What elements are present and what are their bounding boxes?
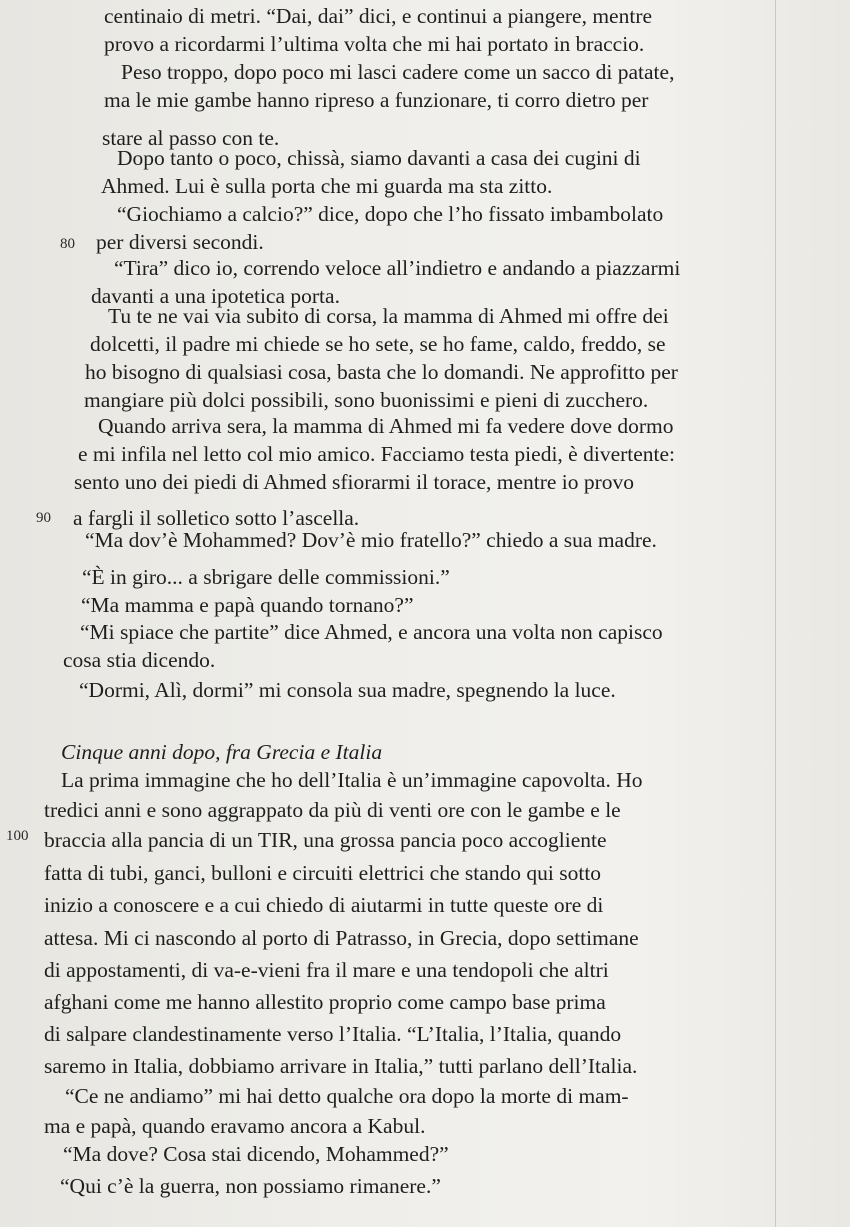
text-line: afghani come me hanno allestito proprio come campo base prima: [44, 990, 606, 1014]
text-line: e mi infila nel letto col mio amico. Facciamo testa piedi, è divertente:: [78, 442, 676, 466]
text-line: ma e papà, quando eravamo ancora a Kabul.: [44, 1114, 426, 1138]
text-line: inizio a conoscere e a cui chiedo di aiutarmi in tutte queste ore di: [44, 893, 604, 917]
text-line: sento uno dei piedi di Ahmed sfiorarmi il torace, mentre io provo: [74, 470, 635, 494]
text-line: “Dormi, Alì, dormi” mi consola sua madre, spegnendo la luce.: [79, 678, 616, 702]
text-line: Peso troppo, dopo poco mi lasci cadere come un sacco di patate,: [121, 60, 675, 84]
text-line: davanti a una ipotetica porta.: [91, 284, 340, 308]
text-line: Ahmed. Lui è sulla porta che mi guarda ma sta zitto.: [101, 174, 553, 198]
text-line: ho bisogno di qualsiasi cosa, basta che lo domandi. Ne approfitto per: [85, 360, 678, 384]
line-number: 100: [6, 828, 29, 844]
text-line: Tu te ne vai via subito di corsa, la mamma di Ahmed mi offre dei: [108, 304, 669, 328]
text-line: stare al passo con te.: [102, 126, 280, 150]
text-line: “Giochiamo a calcio?” dice, dopo che l’ho fissato imbambolato: [117, 202, 664, 226]
text-line: braccia alla pancia di un TIR, una grossa pancia poco accogliente: [44, 828, 607, 852]
line-number: 90: [36, 510, 51, 526]
text-line: a fargli il solletico sotto l’ascella.: [73, 506, 360, 530]
text-line: “Mi spiace che partite” dice Ahmed, e ancora una volta non capisco: [80, 620, 663, 644]
text-line: “Ce ne andiamo” mi hai detto qualche ora dopo la morte di mam-: [65, 1084, 629, 1108]
text-line: “Ma mamma e papà quando tornano?”: [81, 593, 414, 617]
text-line: centinaio di metri. “Dai, dai” dici, e continui a piangere, mentre: [104, 4, 653, 28]
line-number: 80: [60, 236, 75, 252]
text-line: di salpare clandestinamente verso l’Italia. “L’Italia, l’Italia, quando: [44, 1022, 622, 1046]
text-line: per diversi secondi.: [96, 230, 264, 254]
text-line: mangiare più dolci possibili, sono buonissimi e pieni di zucchero.: [84, 388, 649, 412]
text-line: fatta di tubi, ganci, bulloni e circuiti elettrici che stando qui sotto: [44, 861, 602, 885]
text-line: provo a ricordarmi l’ultima volta che mi hai portato in braccio.: [104, 32, 645, 56]
text-line: tredici anni e sono aggrappato da più di venti ore con le gambe e le: [44, 798, 621, 822]
text-line: La prima immagine che ho dell’Italia è un’immagine capovolta. Ho: [61, 768, 643, 792]
text-line: “Qui c’è la guerra, non possiamo rimanere.”: [60, 1174, 441, 1198]
text-line: saremo in Italia, dobbiamo arrivare in Italia,” tutti parlano dell’Italia.: [44, 1054, 638, 1078]
page-edge: [775, 0, 776, 1227]
text-line: di appostamenti, di va-e-vieni fra il mare e una tendopoli che altri: [44, 958, 609, 982]
text-line: Dopo tanto o poco, chissà, siamo davanti a casa dei cugini di: [117, 146, 641, 170]
text-line: “Tira” dico io, correndo veloce all’indietro e andando a piazzarmi: [114, 256, 681, 280]
text-line: Quando arriva sera, la mamma di Ahmed mi fa vedere dove dormo: [98, 414, 674, 438]
section-heading: Cinque anni dopo, fra Grecia e Italia: [61, 740, 383, 764]
text-line: dolcetti, il padre mi chiede se ho sete, se ho fame, caldo, freddo, se: [90, 332, 666, 356]
text-line: cosa stia dicendo.: [63, 648, 216, 672]
text-line: “È in giro... a sbrigare delle commissioni.”: [82, 565, 450, 589]
text-line: attesa. Mi ci nascondo al porto di Patrasso, in Grecia, dopo settimane: [44, 926, 639, 950]
text-line: “Ma dov’è Mohammed? Dov’è mio fratello?” chiedo a sua madre.: [85, 528, 657, 552]
text-line: ma le mie gambe hanno ripreso a funzionare, ti corro dietro per: [104, 88, 649, 112]
text-line: “Ma dove? Cosa stai dicendo, Mohammed?”: [63, 1142, 449, 1166]
